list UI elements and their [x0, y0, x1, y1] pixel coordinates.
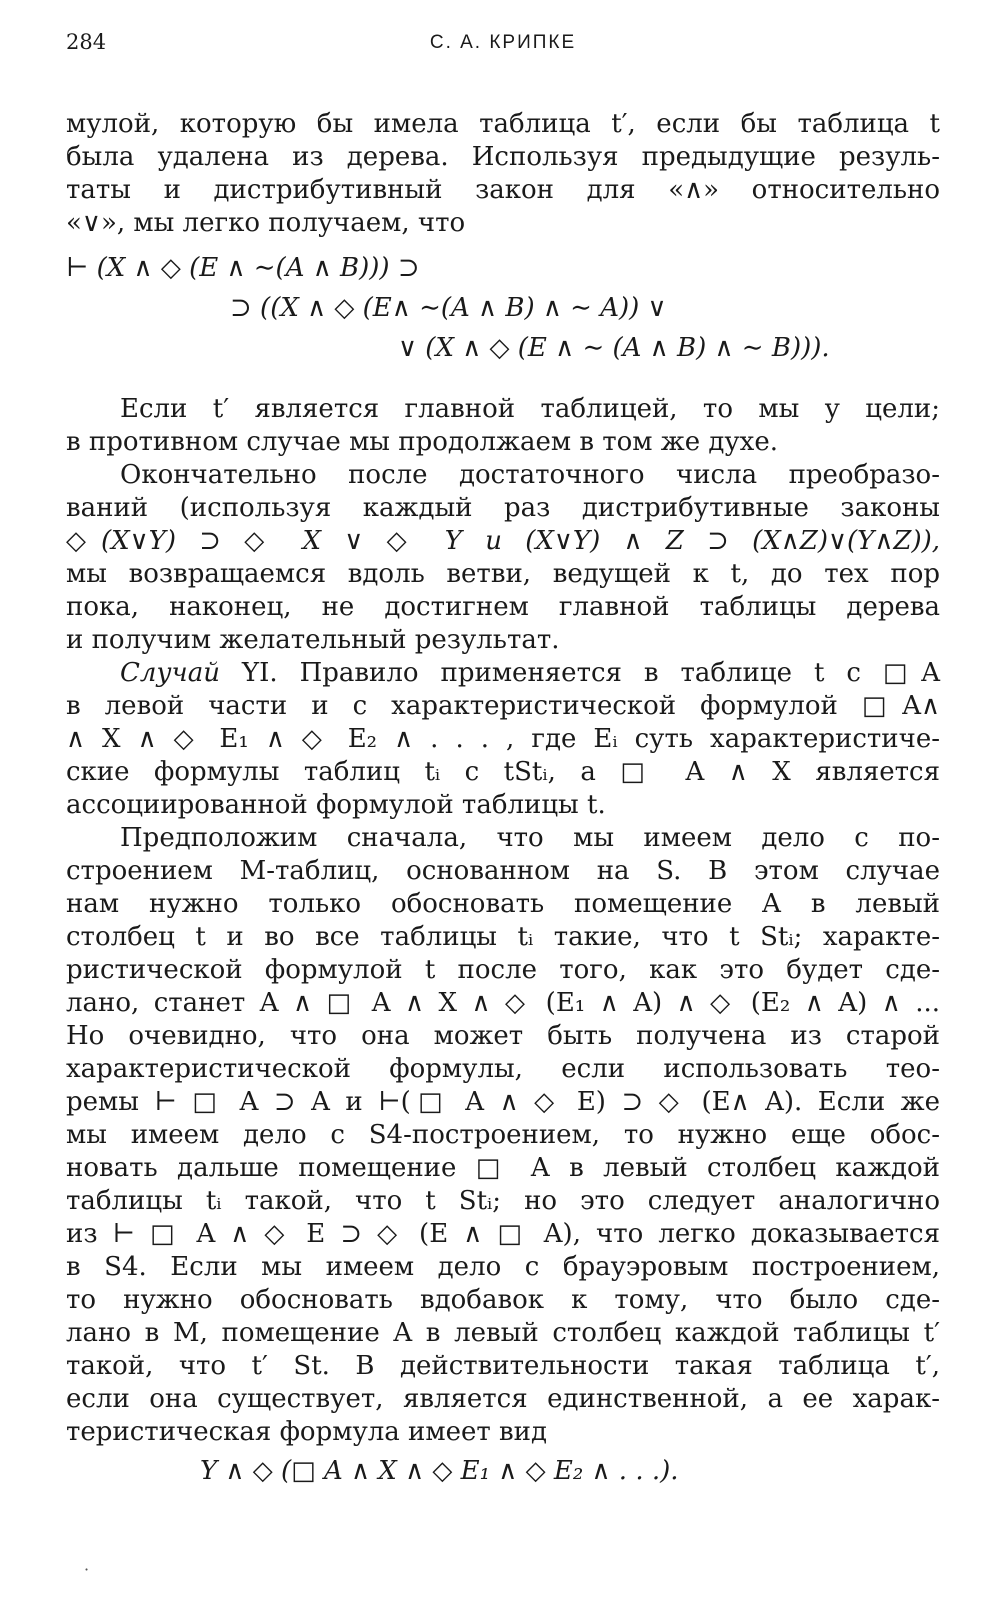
intro-paragraph: [66, 108, 940, 240]
text-line-formula: ◇(X∨Y) ⊃ ◇ X ∨ ◇ Y и (X∨Y) ∧ Z ⊃ (X∧Z)∨(Y∧Z)),: [66, 526, 940, 556]
text-line: характеристической формулы, если использовать тео-: [66, 1054, 940, 1084]
final-formula: Y ∧ ◇ (□ A ∧ X ∧ ◇ E₁ ∧ ◇ E₂ ∧ . . .).: [200, 1456, 679, 1486]
text-line: такой, что t′ St. В действительности такая таблица t′,: [66, 1351, 940, 1381]
text-line: мы возвращаемся вдоль ветви, ведущей к t, до тех пор: [66, 559, 940, 589]
text-line: таблицы tᵢ такой, что t Stᵢ; но это следует аналогично: [66, 1186, 940, 1216]
text-line: Случай YI. Правило применяется в таблице t с □A: [120, 658, 940, 688]
text-line: ∧ X ∧ ◇ E₁ ∧ ◇ E₂ ∧ . . . , где Eᵢ суть характеристиче-: [66, 724, 940, 754]
text-line: Предположим сначала, что мы имеем дело с по-: [120, 823, 940, 853]
text-line: ремы ⊢ □ A ⊃ A и ⊢(□ A ∧ ◇ E) ⊃ ◇ (E∧ A). Если же: [66, 1087, 940, 1117]
text-line: то нужно обосновать вдобавок к тому, что было сде-: [66, 1285, 940, 1315]
text-line: мулой, которую бы имела таблица t′, если бы таблица t: [66, 109, 940, 139]
paragraph-case-vi: [66, 657, 940, 822]
text-line: мы имеем дело с S4-построением, то нужно еще обос-: [66, 1120, 940, 1150]
text-line: если она существует, является единственной, а ее харак-: [66, 1384, 940, 1414]
paragraph-construction: [66, 822, 940, 1449]
text-line: в левой части и с характеристической формулой □A∧: [66, 691, 940, 721]
text-line: Если t′ является главной таблицей, то мы у цели;: [120, 394, 940, 424]
text-line: Но очевидно, что она может быть получена из старой: [66, 1021, 940, 1051]
text-line: ристической формулой t после того, как это будет сде-: [66, 955, 940, 985]
text-line: лано, станет A ∧ □ A ∧ X ∧ ◇ (E₁ ∧ A) ∧ ◇ (E₂ ∧ A) ∧ ...: [66, 988, 940, 1018]
text-line: теристическая формула имеет вид: [66, 1417, 547, 1447]
text-line: нам нужно только обосновать помещение A в левый: [66, 889, 940, 919]
text-line: таты и дистрибутивный закон для «∧» относительно: [66, 175, 940, 205]
paragraph-distributive: [66, 459, 940, 657]
text-line: «∨», мы легко получаем, что: [66, 208, 466, 238]
page-number: 284: [66, 30, 107, 54]
text-line: и получим желательный результат.: [66, 625, 560, 655]
text-line: из ⊢ □ A ∧ ◇ E ⊃ ◇ (E ∧ □ A), что легко доказывается: [66, 1219, 940, 1249]
text-line: Окончательно после достаточного числа преобразо-: [120, 460, 940, 490]
text-line: ские формулы таблиц tᵢ с tStᵢ, а □ A ∧ X является: [66, 757, 940, 787]
text-line: столбец t и во все таблицы tᵢ такие, что t Stᵢ; характе-: [66, 922, 940, 952]
text-line: пока, наконец, не достигнем главной таблицы дерева: [66, 592, 940, 622]
text-line: в S4. Если мы имеем дело с брауэровым построением,: [66, 1252, 940, 1282]
footer-mark: ·: [84, 1560, 90, 1579]
text-line: строением M-таблиц, основанном на S. В этом случае: [66, 856, 940, 886]
formula-line-2: ⊃ ((X ∧ ◇ (E∧ ∼(A ∧ B) ∧ ∼ A)) ∨: [230, 293, 667, 323]
text-line: ассоциированной формулой таблицы t.: [66, 790, 606, 820]
text-line: была удалена из дерева. Используя предыдущие резуль-: [66, 142, 940, 172]
paragraph-goal: [66, 393, 940, 459]
formula-line-3: ∨ (X ∧ ◇ (E ∧ ∼ (A ∧ B) ∧ ∼ B))).: [398, 333, 830, 363]
page-header: [66, 30, 940, 64]
case-label: Случай: [120, 658, 220, 688]
formula-line-1: ⊢ (X ∧ ◇ (E ∧ ∼(A ∧ B))) ⊃: [66, 253, 420, 283]
running-head: С. А. КРИПКЕ: [429, 32, 577, 53]
text-line: лано в M, помещение A в левый столбец каждой таблицы t′: [66, 1318, 940, 1348]
text-line: ваний (используя каждый раз дистрибутивные законы: [66, 493, 940, 523]
text-line: новать дальше помещение □ A в левый столбец каждой: [66, 1153, 940, 1183]
text-line: в противном случае мы продолжаем в том же духе.: [66, 427, 778, 457]
